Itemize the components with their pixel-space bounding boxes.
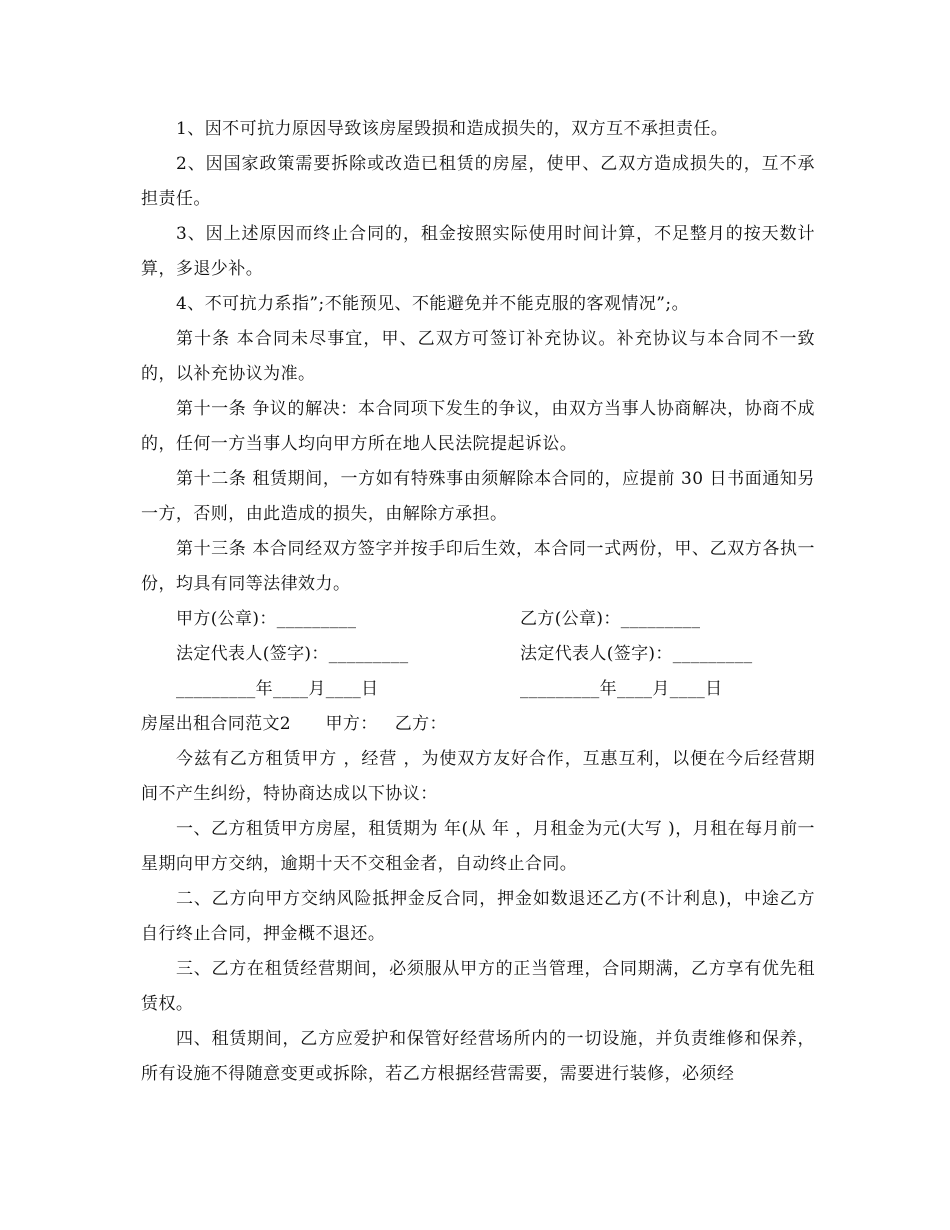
contract2-article-3: 三、乙方在租赁经营期间，必须服从甲方的正当管理，合同期满，乙方享有优先租赁权。 [141,959,815,1014]
contract2-article-4: 四、租赁期间，乙方应爱护和保管好经营场所内的一切设施，并负责维修和保养，所有设施不得随意变更或拆除，若乙方根据经营需要，需要进行装修，必须经 [141,1029,815,1084]
party-b-seal-field: 乙方(公章)：_________ [520,609,701,629]
contract2-preamble: 今兹有乙方租赁甲方 ，经营 ，为使双方友好合作，互惠互利，以便在今后经营期间不产生纠纷，特协商达成以下协议： [141,749,815,804]
clause-force-majeure-4: 4、不可抗力系指”;不能预见、不能避免并不能克服的客观情况”;。 [176,294,690,314]
signature-row-date [141,672,815,707]
second-contract-title: 房屋出租合同范文2 甲方： 乙方： [141,714,447,734]
party-a-date-field: _________年____月____日 [176,679,379,699]
contract2-article-2: 二、乙方向甲方交纳风险抵押金反合同，押金如数退还乙方(不计利息)，中途乙方自行终止合同，押金概不退还。 [141,889,815,944]
document-content [141,112,815,1092]
party-b-representative-field: 法定代表人(签字)：_________ [520,644,753,664]
article-12: 第十二条 租赁期间，一方如有特殊事由须解除本合同的，应提前 30 日书面通知另一方，否则，由此造成的损失，由解除方承担。 [141,469,815,524]
clause-force-majeure-2: 2、因国家政策需要拆除或改造已租赁的房屋，使甲、乙双方造成损失的，互不承担责任。 [141,154,815,209]
clause-force-majeure-3: 3、因上述原因而终止合同的，租金按照实际使用时间计算，不足整月的按天数计算，多退少补。 [141,224,815,279]
article-10: 第十条 本合同未尽事宜，甲、乙双方可签订补充协议。补充协议与本合同不一致的，以补充协议为准。 [141,329,815,384]
article-11: 第十一条 争议的解决：本合同项下发生的争议，由双方当事人协商解决，协商不成的，任何一方当事人均向甲方所在地人民法院提起诉讼。 [141,399,815,454]
signature-row-representative [141,637,815,672]
party-b-date-field: _________年____月____日 [520,679,723,699]
signature-row-seal [141,602,815,637]
party-a-representative-field: 法定代表人(签字)：_________ [176,644,409,664]
party-a-seal-field: 甲方(公章)：_________ [176,609,357,629]
contract2-article-1: 一、乙方租赁甲方房屋，租赁期为 年(从 年 ，月租金为元(大写 )，月租在每月前一星期向甲方交纳，逾期十天不交租金者，自动终止合同。 [141,819,815,874]
clause-force-majeure-1: 1、因不可抗力原因导致该房屋毁损和造成损失的，双方互不承担责任。 [176,119,729,139]
article-13: 第十三条 本合同经双方签字并按手印后生效，本合同一式两份，甲、乙双方各执一份，均具有同等法律效力。 [141,539,815,594]
